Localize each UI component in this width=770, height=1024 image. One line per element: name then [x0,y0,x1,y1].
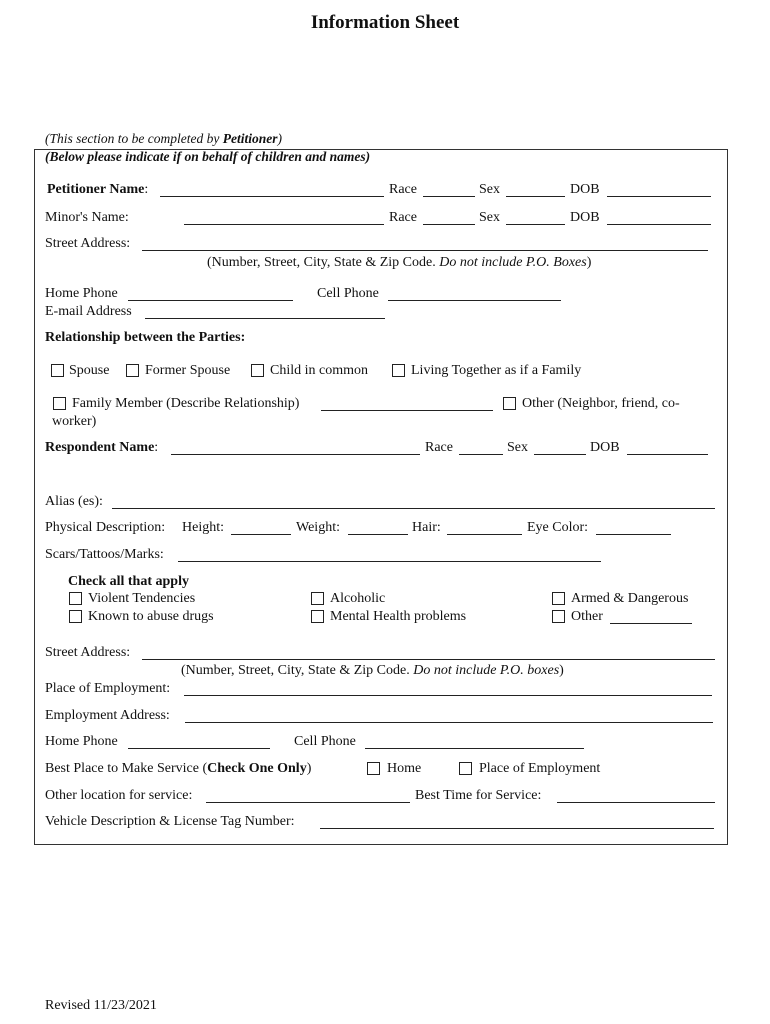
respondent-sex-label: Sex [507,440,528,455]
petitioner-cell-phone-field[interactable] [388,300,561,301]
petitioner-race-label: Race [389,182,417,197]
petitioner-name-field[interactable] [160,196,384,197]
relationship-heading: Relationship between the Parties: [45,330,246,345]
minor-name-field[interactable] [184,224,384,225]
violent-label: Violent Tendencies [88,591,196,606]
former-spouse-label: Former Spouse [145,363,231,378]
respondent-dob-label: DOB [590,440,620,455]
petitioner-cell-phone-label: Cell Phone [317,286,379,301]
employment-address-label: Employment Address: [45,708,170,723]
revision-footer: Revised 11/23/2021 [45,998,157,1013]
employment-place-field[interactable] [184,695,712,696]
service-employment-label: Place of Employment [479,761,601,776]
respondent-race-field[interactable] [459,454,503,455]
violent-checkbox[interactable] [69,592,82,605]
petitioner-sex-field[interactable] [506,196,565,197]
respondent-home-phone-field[interactable] [128,748,270,749]
petitioner-race-field[interactable] [423,196,475,197]
petitioner-sex-label: Sex [479,182,500,197]
mental-checkbox[interactable] [311,610,324,623]
scars-label: Scars/Tattoos/Marks: [45,547,164,562]
minor-name-label: Minor's Name: [45,210,129,225]
petitioner-dob-field[interactable] [607,196,711,197]
armed-checkbox[interactable] [552,592,565,605]
minor-dob-label: DOB [570,210,600,225]
respondent-home-phone-label: Home Phone [45,734,118,749]
eye-color-label: Eye Color: [527,520,589,535]
other-trait-field[interactable] [610,623,692,624]
family-member-label: Family Member (Describe Relationship) [72,396,300,411]
height-field[interactable] [231,534,291,535]
weight-field[interactable] [348,534,408,535]
respondent-dob-field[interactable] [627,454,708,455]
drugs-label: Known to abuse drugs [88,609,214,624]
petitioner-address-hint: (Number, Street, City, State & Zip Code. Do not include P.O. Boxes) [207,255,592,270]
petitioner-email-label: E-mail Address [45,304,132,319]
scars-field[interactable] [178,561,601,562]
living-together-label: Living Together as if a Family [411,363,582,378]
employment-address-field[interactable] [185,722,713,723]
minor-race-field[interactable] [423,224,475,225]
petitioner-dob-label: DOB [570,182,600,197]
child-in-common-label: Child in common [270,363,368,378]
best-time-field[interactable] [557,802,715,803]
respondent-street-label: Street Address: [45,645,131,660]
petitioner-home-phone-label: Home Phone [45,286,118,301]
other-relationship-label: Other (Neighbor, friend, co- [522,396,680,411]
petitioner-home-phone-field[interactable] [128,300,293,301]
petitioner-name-label: Petitioner Name: [47,182,149,197]
spouse-checkbox[interactable] [51,364,64,377]
hair-label: Hair: [412,520,441,535]
alcoholic-checkbox[interactable] [311,592,324,605]
alcoholic-label: Alcoholic [330,591,386,606]
armed-label: Armed & Dangerous [571,591,689,606]
alias-label: Alias (es): [45,494,103,509]
eye-color-field[interactable] [596,534,671,535]
family-member-field[interactable] [321,410,493,411]
former-spouse-checkbox[interactable] [126,364,139,377]
vehicle-field[interactable] [320,828,714,829]
minor-sex-field[interactable] [506,224,565,225]
respondent-street-field[interactable] [142,659,715,660]
petitioner-street-field[interactable] [142,250,708,251]
service-employment-checkbox[interactable] [459,762,472,775]
mental-label: Mental Health problems [330,609,467,624]
spouse-label: Spouse [69,363,110,378]
respondent-cell-phone-label: Cell Phone [294,734,356,749]
petitioner-email-field[interactable] [145,318,385,319]
minor-sex-label: Sex [479,210,500,225]
children-note: (Below please indicate if on behalf of children and names) [45,149,371,164]
other-trait-label: Other [571,609,603,624]
employment-place-label: Place of Employment: [45,681,171,696]
child-in-common-checkbox[interactable] [251,364,264,377]
petitioner-street-label: Street Address: [45,236,131,251]
respondent-sex-field[interactable] [534,454,586,455]
weight-label: Weight: [296,520,340,535]
respondent-address-hint: (Number, Street, City, State & Zip Code. Do not include P.O. boxes) [181,663,564,678]
petitioner-note: (This section to be completed by Petitioner) [45,131,282,146]
service-home-checkbox[interactable] [367,762,380,775]
physical-description-label: Physical Description: [45,520,166,535]
respondent-cell-phone-field[interactable] [365,748,584,749]
vehicle-label: Vehicle Description & License Tag Number: [45,814,295,829]
check-all-heading: Check all that apply [68,574,189,589]
height-label: Height: [182,520,224,535]
other-relationship-label-cont: worker) [52,414,97,429]
page-title: Information Sheet [310,12,460,33]
living-together-checkbox[interactable] [392,364,405,377]
minor-race-label: Race [389,210,417,225]
other-location-label: Other location for service: [45,788,193,803]
other-relationship-checkbox[interactable] [503,397,516,410]
respondent-name-field[interactable] [171,454,420,455]
best-time-label: Best Time for Service: [415,788,542,803]
respondent-name-label: Respondent Name: [45,440,159,455]
respondent-race-label: Race [425,440,453,455]
form-box [34,149,728,845]
drugs-checkbox[interactable] [69,610,82,623]
best-place-label: Best Place to Make Service (Check One Only) [45,761,312,776]
service-home-label: Home [387,761,422,776]
family-member-checkbox[interactable] [53,397,66,410]
other-trait-checkbox[interactable] [552,610,565,623]
other-location-field[interactable] [206,802,410,803]
minor-dob-field[interactable] [607,224,711,225]
hair-field[interactable] [447,534,522,535]
alias-field[interactable] [112,508,715,509]
